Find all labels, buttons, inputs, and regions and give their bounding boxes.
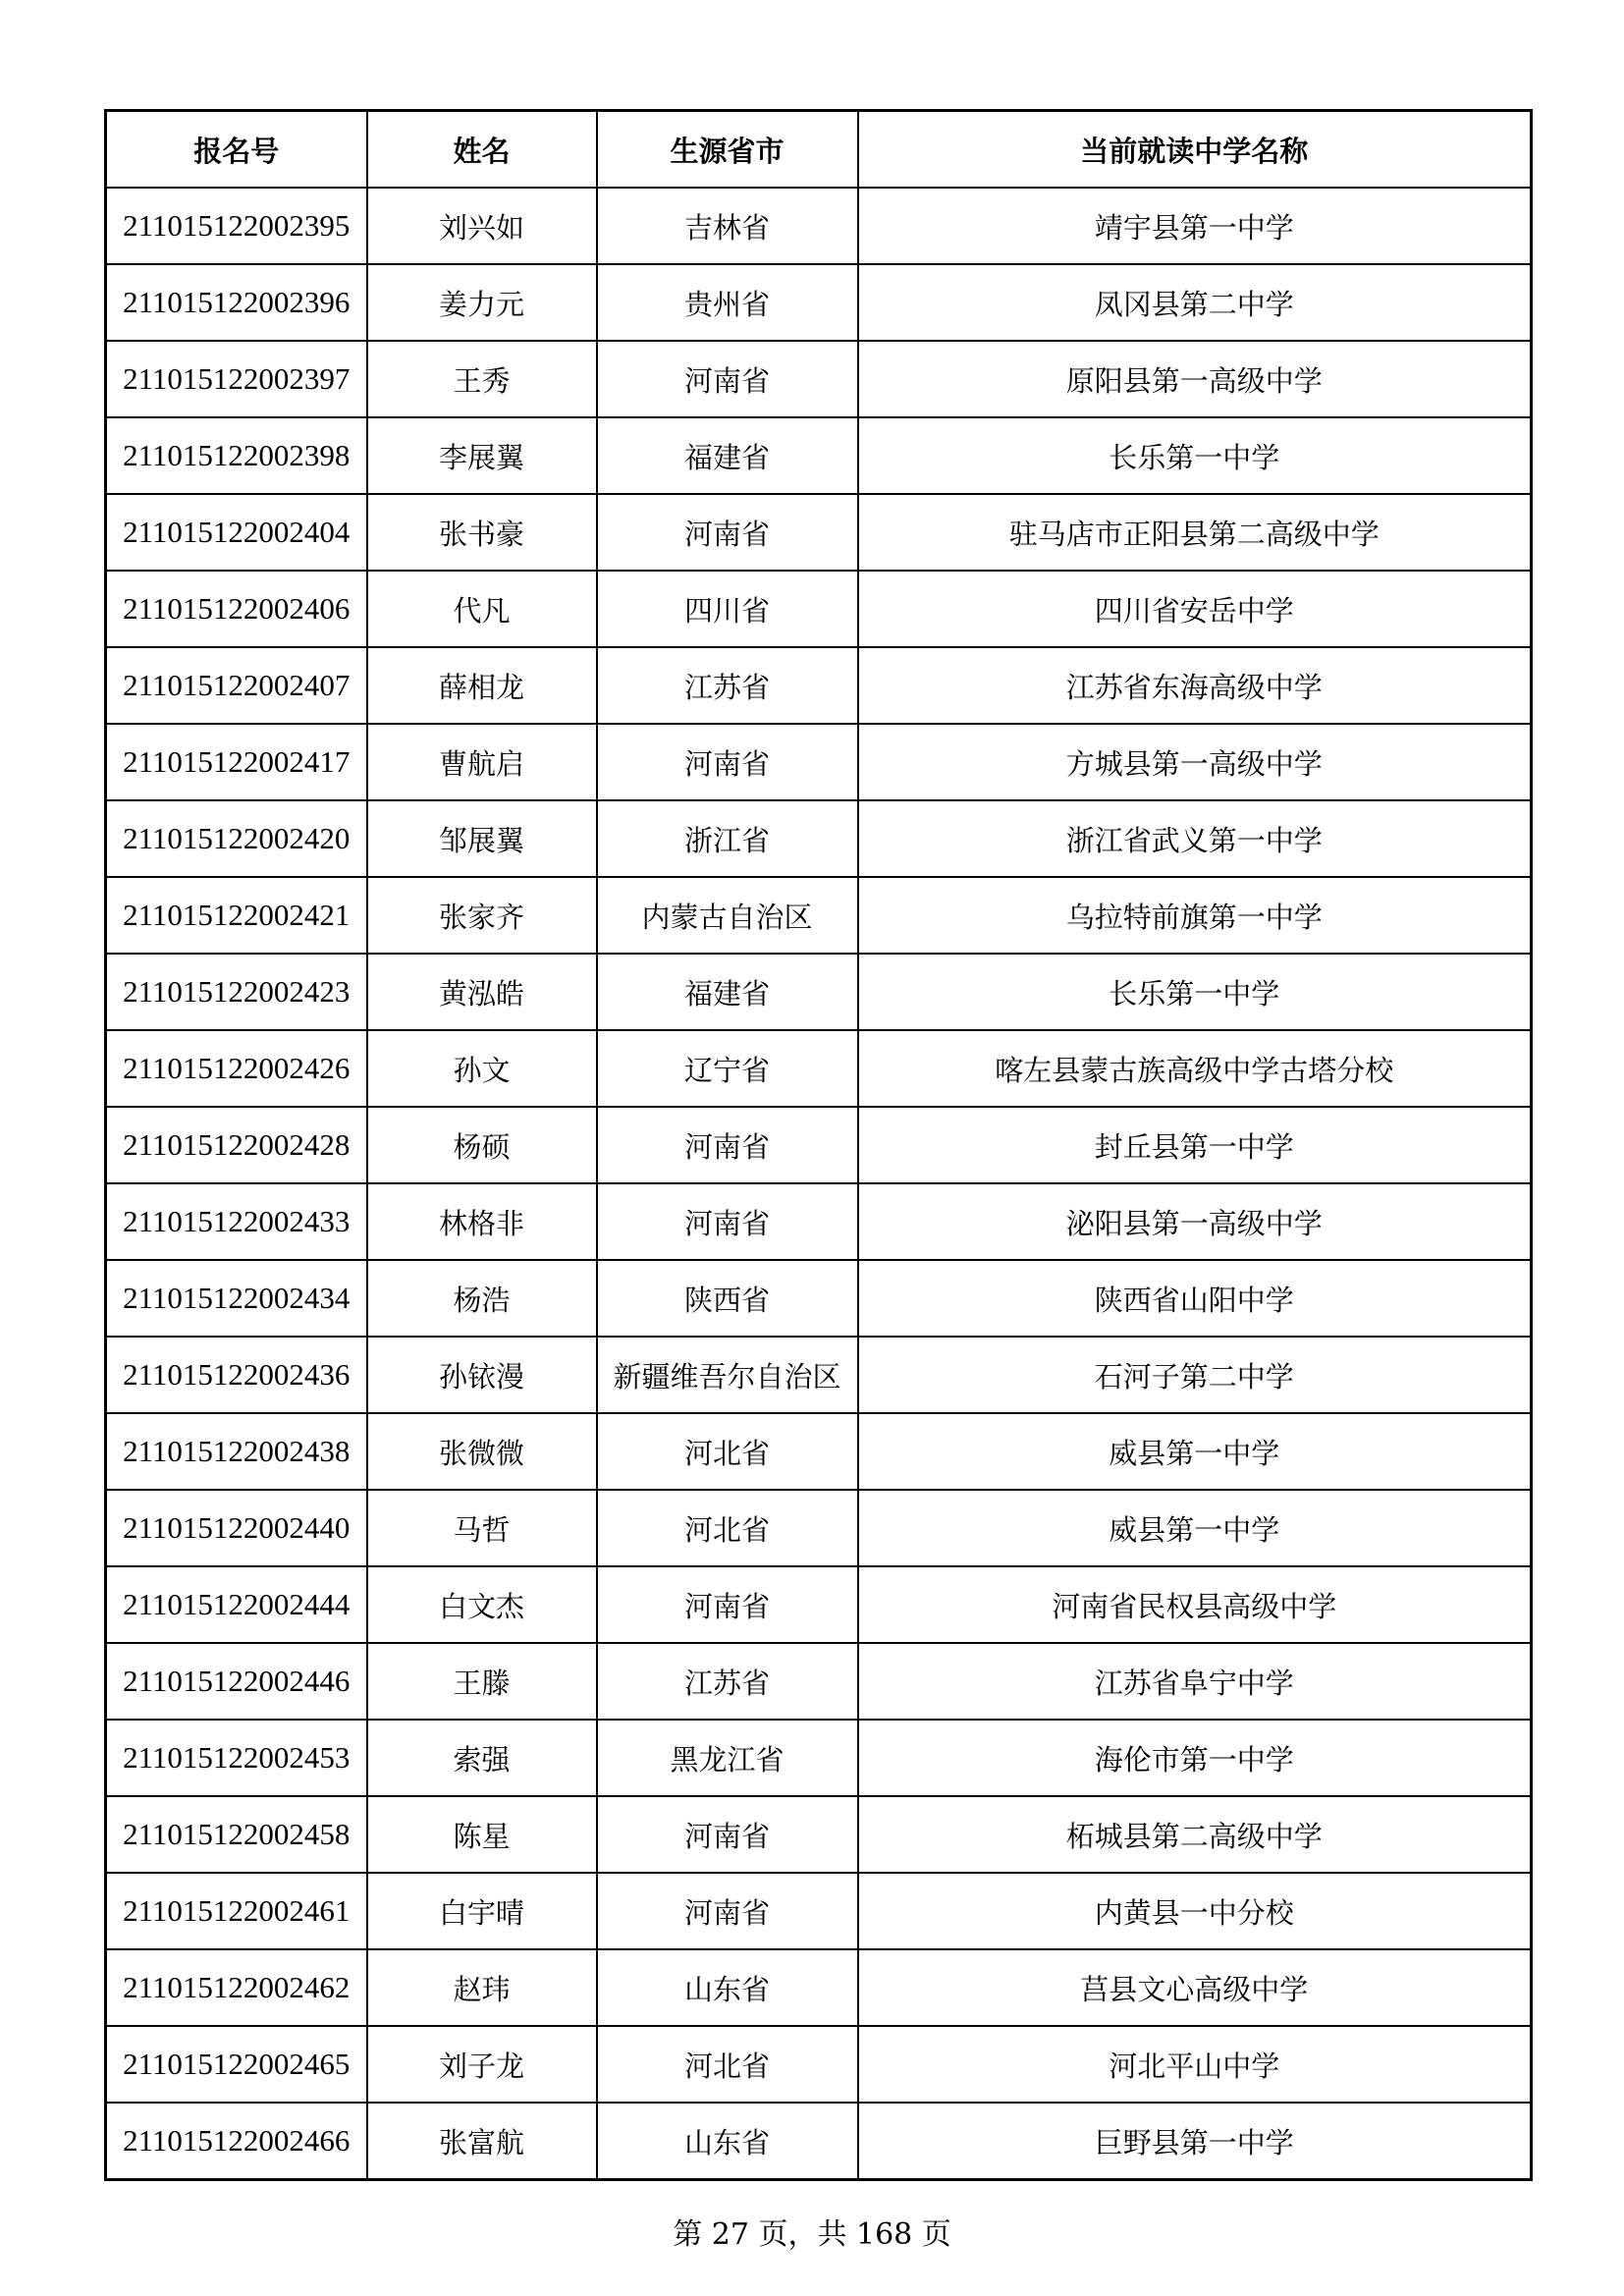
name-cell: 赵玮 [367, 1949, 597, 2026]
registration-number-cell: 211015122002407 [106, 647, 367, 724]
registration-number-cell: 211015122002406 [106, 571, 367, 647]
table-row [106, 188, 1532, 264]
province-cell: 河南省 [597, 341, 858, 417]
province-cell: 浙江省 [597, 800, 858, 877]
table-row [106, 2103, 1532, 2180]
table-row [106, 800, 1532, 877]
school-cell: 河北平山中学 [858, 2026, 1532, 2103]
name-cell: 刘子龙 [367, 2026, 597, 2103]
name-cell: 李展翼 [367, 417, 597, 494]
school-cell: 陕西省山阳中学 [858, 1260, 1532, 1337]
school-cell: 驻马店市正阳县第二高级中学 [858, 494, 1532, 571]
school-cell: 浙江省武义第一中学 [858, 800, 1532, 877]
admission-list-table [104, 109, 1533, 2181]
name-cell: 白文杰 [367, 1566, 597, 1643]
header-name: 姓名 [367, 111, 597, 189]
registration-number-cell: 211015122002458 [106, 1796, 367, 1873]
name-cell: 张富航 [367, 2103, 597, 2180]
registration-number-cell: 211015122002421 [106, 877, 367, 954]
table-row [106, 1107, 1532, 1183]
province-cell: 黑龙江省 [597, 1720, 858, 1796]
table-row [106, 1949, 1532, 2026]
name-cell: 白宇晴 [367, 1873, 597, 1949]
province-cell: 四川省 [597, 571, 858, 647]
table-row [106, 341, 1532, 417]
province-cell: 河北省 [597, 2026, 858, 2103]
province-cell: 河北省 [597, 1490, 858, 1566]
table-row [106, 1796, 1532, 1873]
registration-number-cell: 211015122002438 [106, 1413, 367, 1490]
school-cell: 江苏省阜宁中学 [858, 1643, 1532, 1720]
registration-number-cell: 211015122002466 [106, 2103, 367, 2180]
province-cell: 山东省 [597, 1949, 858, 2026]
school-cell: 威县第一中学 [858, 1490, 1532, 1566]
name-cell: 张家齐 [367, 877, 597, 954]
registration-number-cell: 211015122002428 [106, 1107, 367, 1183]
registration-number-cell: 211015122002420 [106, 800, 367, 877]
name-cell: 张书豪 [367, 494, 597, 571]
registration-number-cell: 211015122002423 [106, 954, 367, 1030]
name-cell: 孙文 [367, 1030, 597, 1107]
province-cell: 贵州省 [597, 264, 858, 341]
table-row [106, 417, 1532, 494]
province-cell: 福建省 [597, 417, 858, 494]
province-cell: 江苏省 [597, 1643, 858, 1720]
name-cell: 杨硕 [367, 1107, 597, 1183]
province-cell: 河南省 [597, 1796, 858, 1873]
registration-number-cell: 211015122002462 [106, 1949, 367, 2026]
table-row [106, 877, 1532, 954]
table-row [106, 724, 1532, 800]
province-cell: 河南省 [597, 1873, 858, 1949]
registration-number-cell: 211015122002395 [106, 188, 367, 264]
school-cell: 原阳县第一高级中学 [858, 341, 1532, 417]
province-cell: 河南省 [597, 1566, 858, 1643]
table-row [106, 1413, 1532, 1490]
registration-number-cell: 211015122002434 [106, 1260, 367, 1337]
province-cell: 内蒙古自治区 [597, 877, 858, 954]
table-row [106, 647, 1532, 724]
province-cell: 河南省 [597, 494, 858, 571]
table-row [106, 1337, 1532, 1413]
table-row [106, 1183, 1532, 1260]
header-registration-number: 报名号 [106, 111, 367, 189]
registration-number-cell: 211015122002446 [106, 1643, 367, 1720]
name-cell: 张微微 [367, 1413, 597, 1490]
name-cell: 杨浩 [367, 1260, 597, 1337]
school-cell: 海伦市第一中学 [858, 1720, 1532, 1796]
school-cell: 河南省民权县高级中学 [858, 1566, 1532, 1643]
name-cell: 姜力元 [367, 264, 597, 341]
name-cell: 薛相龙 [367, 647, 597, 724]
name-cell: 邹展翼 [367, 800, 597, 877]
school-cell: 喀左县蒙古族高级中学古塔分校 [858, 1030, 1532, 1107]
school-cell: 石河子第二中学 [858, 1337, 1532, 1413]
name-cell: 索强 [367, 1720, 597, 1796]
registration-number-cell: 211015122002398 [106, 417, 367, 494]
school-cell: 四川省安岳中学 [858, 571, 1532, 647]
school-cell: 凤冈县第二中学 [858, 264, 1532, 341]
table-row [106, 1030, 1532, 1107]
province-cell: 吉林省 [597, 188, 858, 264]
registration-number-cell: 211015122002465 [106, 2026, 367, 2103]
registration-number-cell: 211015122002426 [106, 1030, 367, 1107]
registration-number-cell: 211015122002444 [106, 1566, 367, 1643]
table-row [106, 571, 1532, 647]
school-cell: 乌拉特前旗第一中学 [858, 877, 1532, 954]
province-cell: 河南省 [597, 1107, 858, 1183]
table-row [106, 1566, 1532, 1643]
school-cell: 长乐第一中学 [858, 417, 1532, 494]
registration-number-cell: 211015122002396 [106, 264, 367, 341]
registration-number-cell: 211015122002440 [106, 1490, 367, 1566]
table-row [106, 1873, 1532, 1949]
table-row [106, 1720, 1532, 1796]
name-cell: 王秀 [367, 341, 597, 417]
page-number-footer: 第 27 页，共 168 页 [673, 2217, 951, 2252]
school-cell: 靖宇县第一中学 [858, 188, 1532, 264]
table-row [106, 1260, 1532, 1337]
school-cell: 柘城县第二高级中学 [858, 1796, 1532, 1873]
province-cell: 山东省 [597, 2103, 858, 2180]
school-cell: 封丘县第一中学 [858, 1107, 1532, 1183]
name-cell: 马哲 [367, 1490, 597, 1566]
name-cell: 黄泓皓 [367, 954, 597, 1030]
table-row [106, 2026, 1532, 2103]
table-row [106, 264, 1532, 341]
province-cell: 河北省 [597, 1413, 858, 1490]
province-cell: 江苏省 [597, 647, 858, 724]
school-cell: 莒县文心高级中学 [858, 1949, 1532, 2026]
table-row [106, 1490, 1532, 1566]
name-cell: 刘兴如 [367, 188, 597, 264]
name-cell: 林格非 [367, 1183, 597, 1260]
name-cell: 王滕 [367, 1643, 597, 1720]
school-cell: 泌阳县第一高级中学 [858, 1183, 1532, 1260]
table-row [106, 494, 1532, 571]
header-school: 当前就读中学名称 [858, 111, 1532, 189]
registration-number-cell: 211015122002433 [106, 1183, 367, 1260]
province-cell: 新疆维吾尔自治区 [597, 1337, 858, 1413]
name-cell: 孙铱漫 [367, 1337, 597, 1413]
province-cell: 河南省 [597, 724, 858, 800]
table-row [106, 954, 1532, 1030]
province-cell: 河南省 [597, 1183, 858, 1260]
name-cell: 曹航启 [367, 724, 597, 800]
header-province: 生源省市 [597, 111, 858, 189]
registration-number-cell: 211015122002461 [106, 1873, 367, 1949]
registration-number-cell: 211015122002404 [106, 494, 367, 571]
registration-number-cell: 211015122002397 [106, 341, 367, 417]
province-cell: 陕西省 [597, 1260, 858, 1337]
school-cell: 威县第一中学 [858, 1413, 1532, 1490]
school-cell: 内黄县一中分校 [858, 1873, 1532, 1949]
school-cell: 巨野县第一中学 [858, 2103, 1532, 2180]
school-cell: 长乐第一中学 [858, 954, 1532, 1030]
table-header-row [106, 111, 1532, 189]
province-cell: 福建省 [597, 954, 858, 1030]
name-cell: 代凡 [367, 571, 597, 647]
province-cell: 辽宁省 [597, 1030, 858, 1107]
school-cell: 江苏省东海高级中学 [858, 647, 1532, 724]
name-cell: 陈星 [367, 1796, 597, 1873]
table-row [106, 1643, 1532, 1720]
school-cell: 方城县第一高级中学 [858, 724, 1532, 800]
registration-number-cell: 211015122002436 [106, 1337, 367, 1413]
registration-number-cell: 211015122002453 [106, 1720, 367, 1796]
registration-number-cell: 211015122002417 [106, 724, 367, 800]
